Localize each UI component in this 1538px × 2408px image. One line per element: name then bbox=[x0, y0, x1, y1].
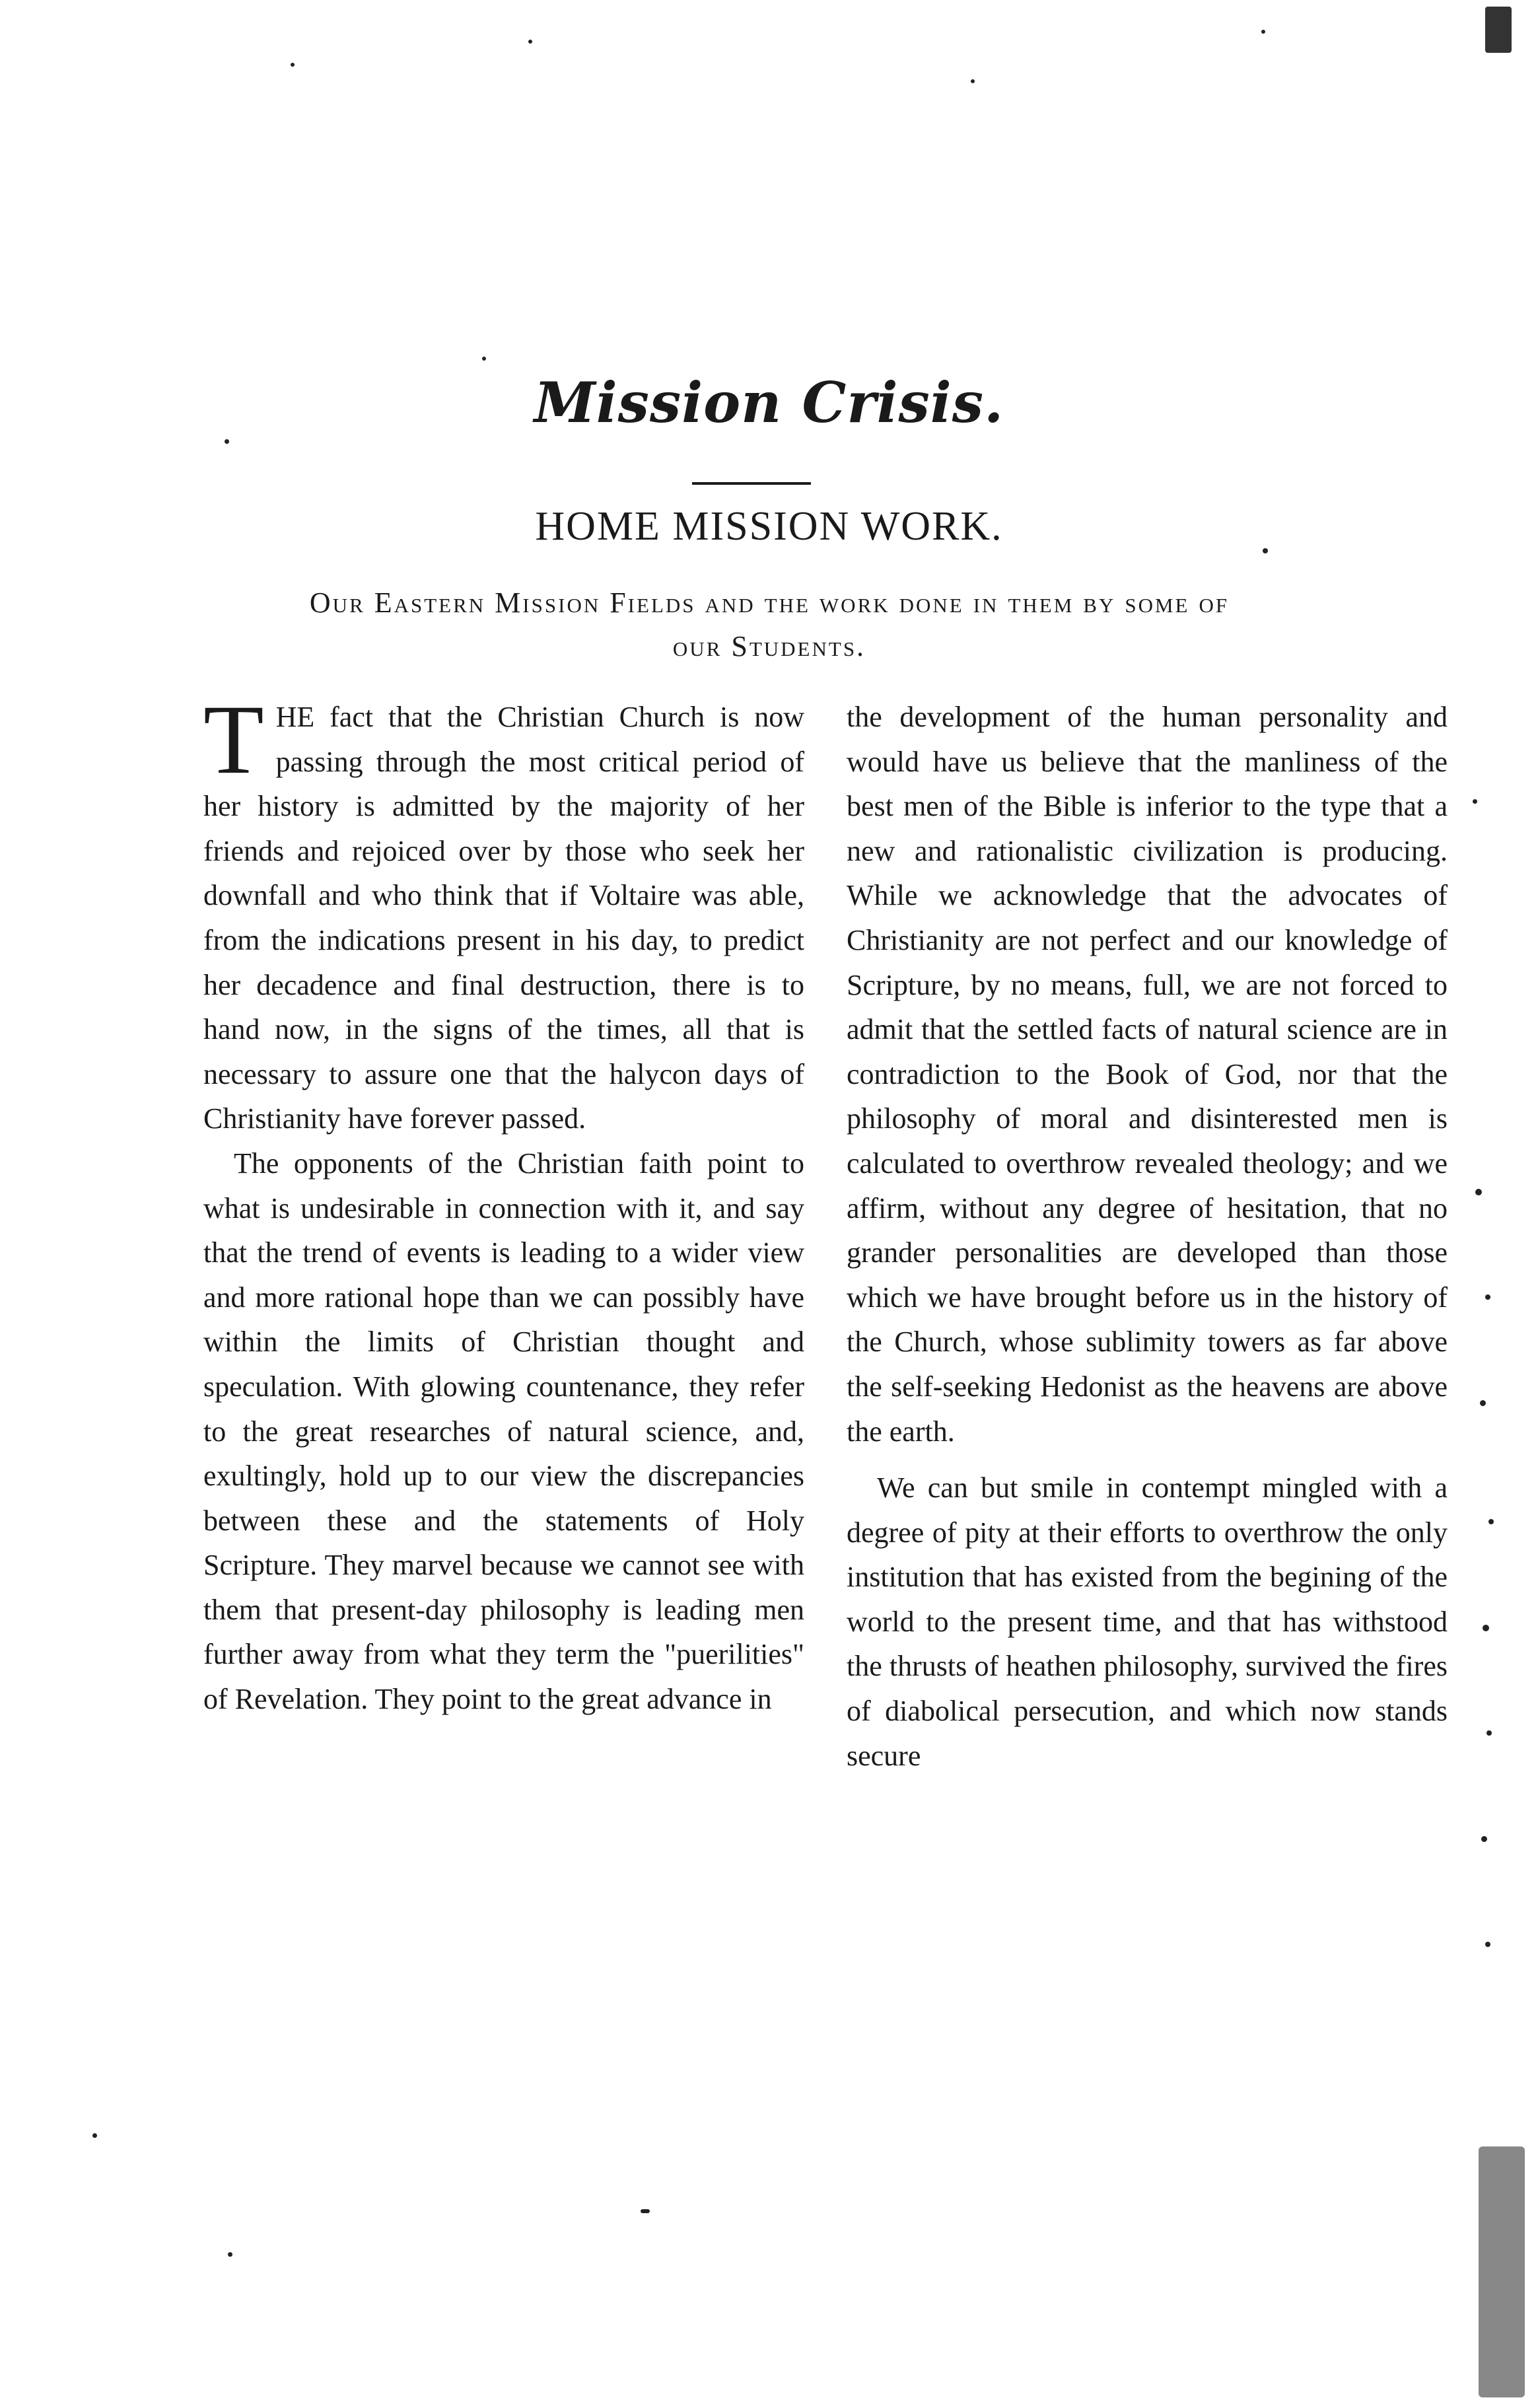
scan-speck bbox=[641, 2209, 650, 2213]
scan-speck bbox=[1473, 799, 1477, 804]
right-paragraph-1: the development of the human personality and would have us believe that the manliness of the best men of the Bible is inferior to the type that a new and rationalistic civilization is producing. While we acknowledge that the advocates of Christianity are not perfect and our knowledge of Scripture, by no means, full, we are not forced to admit that the settled facts of natural science are in contradiction to the Book of God, nor that the philosophy of moral and disinterested men is calculated to overthrow revealed theology; and we affirm, without any degree of hesitation, that no grander personalities are developed than those which we have brought before us in the history of the Church, whose sublimity towers as far above the self-seeking Hedonist as the heavens are above the earth. bbox=[847, 701, 1448, 1448]
right-paragraph-2: We can but smile in contempt mingled with a degree of pity at their efforts to overthrow the only institution that has existed from the begining of the world to the present time, and that has withstood the thrusts of heathen philosophy, survived the fires of diabolical persecution, and which now stands secure bbox=[847, 1471, 1448, 1772]
subhead-line-1: Our Eastern Mission Fields and the work done in them by some of bbox=[309, 586, 1230, 619]
scan-edge-artifacts bbox=[1439, 0, 1538, 2408]
scan-speck bbox=[291, 63, 295, 67]
scan-speck bbox=[1261, 30, 1265, 34]
section-title: Mission Crisis. bbox=[534, 370, 1004, 435]
title-rule bbox=[692, 482, 811, 485]
left-paragraph-1 bbox=[203, 685, 804, 1141]
scan-speck bbox=[228, 2252, 232, 2257]
left-paragraph-2: The opponents of the Christian faith point to what is undesirable in connection with it, and say that the trend of events is leading to a wider view and more rational hope than we can possibly have within the limits of Christian thought and speculation. With glowing countenance, they refer to the great researches of natural science, and, exultingly, hold up to our view the discrepancies between these and the statements of Holy Scripture. They marvel because we cannot see with them that present-day philosophy is leading men further away from what they term the "puerilities" of Revelation. They point to the great advance in bbox=[203, 1147, 804, 1716]
article-subtitle: HOME MISSION WORK. bbox=[535, 504, 1003, 549]
right-column bbox=[847, 695, 1448, 1778]
left-column bbox=[203, 685, 804, 1722]
drop-cap: T bbox=[203, 685, 264, 795]
left-paragraph-1-text: HE fact that the Christian Church is now passing through the most critical period of her history is admitted by the majority of her friends and rejoiced over by those who seek her downfall and who think that if Voltaire was able, from the indications present in his day, to predict her decadence and final destruction, there is to hand now, in the signs of the times, all that is necessary to assure one that the halycon days of Christianity have forever passed. bbox=[203, 701, 804, 1135]
scan-speck bbox=[1263, 548, 1268, 553]
article-subhead bbox=[106, 581, 1433, 668]
scan-speck bbox=[482, 357, 486, 361]
scan-speck bbox=[225, 439, 229, 444]
scan-speck bbox=[971, 79, 975, 83]
subhead-line-2: our Students. bbox=[672, 630, 866, 662]
scan-speck bbox=[528, 40, 532, 44]
scan-speck bbox=[92, 2133, 97, 2138]
